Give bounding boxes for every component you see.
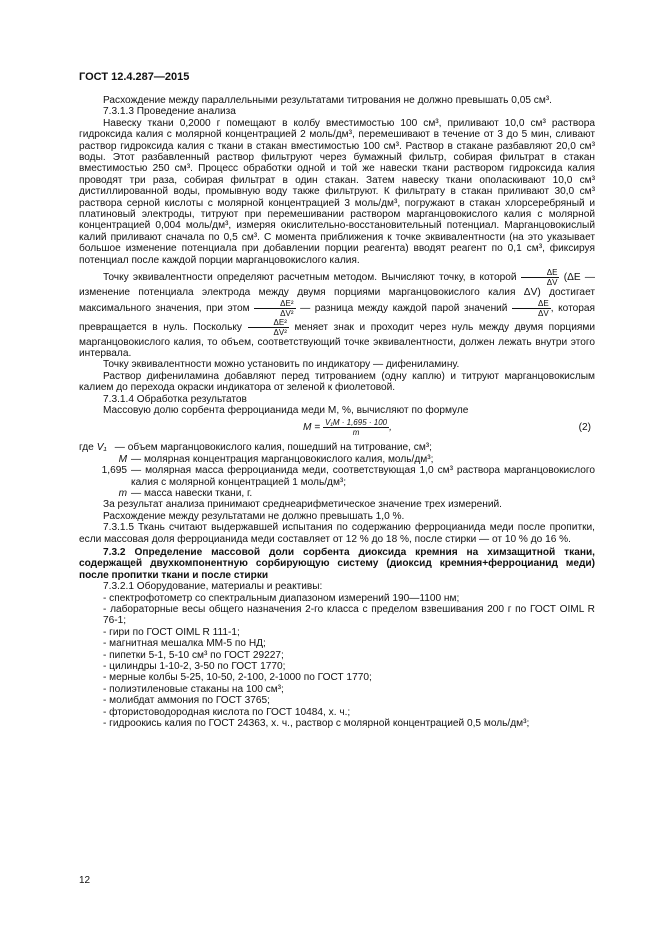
definition-text: — объем марганцовокислого калия, пошедший на титрование, см³; [114, 442, 432, 454]
text-run: , которая превращается в нуль. Поскольку [79, 302, 595, 333]
list-item: - спектрофотометр со спектральным диапазоном измерений 190—1100 нм; [103, 592, 460, 604]
definition-row [79, 465, 595, 488]
list-item: - пипетки 5-1, 5-10 см³ по ГОСТ 29227; [103, 649, 284, 661]
fraction-numerator: ΔE² [248, 318, 289, 328]
definition-text: — молярная концентрация марганцовокислого калия, моль/дм³; [131, 453, 434, 465]
fraction-numerator: ΔE [521, 268, 560, 278]
formula-tail: , [389, 422, 392, 434]
paragraph-equivalence [79, 268, 595, 359]
fraction-denominator: ΔV² [280, 308, 294, 318]
definitions-list [79, 442, 595, 499]
text-run: (ΔE — изменение потенциала электрода между двумя порциями марганцовокислого калия ΔV) достигает максимального значения, при этом [79, 272, 595, 314]
paragraph: 7.3.1.5 Ткань считают выдержавшей испытания по содержанию ферроцианида меди после пропитки, если массовая доля ферроцианида меди составляет от 12 % до 18 %, после стирки — от 10 % до 16 %. [79, 522, 595, 545]
paragraph: Расхождение между результатами не должно превышать 1,0 %. [103, 510, 405, 522]
paragraph: Раствор дифениламина добавляют перед титрованием (одну каплю) и титруют марганцовокислым калием до перехода окраски индикатора от зеленой к фиолетовой. [79, 370, 595, 394]
fraction-dE-dV [512, 299, 551, 318]
list-item: - мерные колбы 5-25, 10-50, 2-100, 2-1000 по ГОСТ 1770; [103, 672, 372, 684]
subsection-heading: 7.3.1.4 Обработка результатов [103, 393, 247, 405]
page-number: 12 [79, 875, 91, 886]
section-heading: 7.3.2 Определение массовой доли сорбента диоксида кремния на химзащитной ткани, содержащей двухкомпонентную сорбирующую систему (диоксид кремния+ферроцианид меди) после пропитки ткани и после стирки [79, 547, 595, 581]
fraction-denominator: ΔV [538, 308, 549, 318]
definition-key: V₁ [96, 442, 107, 454]
list-item: - лабораторные весы общего назначения 2-го класса с пределом взвешивания 200 г по ГОСТ OIML R 76-1; [103, 604, 595, 627]
fraction-dE2-dV2 [248, 318, 289, 337]
where-label: где [79, 442, 94, 454]
fraction-denominator: ΔV [546, 278, 558, 288]
list-item: - цилиндры 1-10-2, 3-50 по ГОСТ 1770; [103, 661, 286, 673]
paragraph: Точку эквивалентности можно установить по индикатору — дифениламину. [103, 359, 460, 371]
definition-key: M [118, 453, 127, 465]
list-item: - фтористоводородная кислота по ГОСТ 10484, х. ч.; [103, 706, 351, 718]
definition-row [79, 442, 595, 453]
definition-key: 1,695 [101, 465, 127, 477]
equipment-list [79, 593, 595, 730]
text-run: меняет знак и проходит через нуль между двумя порциями марганцовокислого калия, то объем, соответствующий точке эквивалентности, должен лежать внутри этого интервала. [79, 321, 595, 359]
list-item: - гири по ГОСТ OIML R 111-1; [103, 626, 240, 638]
formula-denominator: m [352, 428, 360, 438]
definition-text: — молярная масса ферроцианида меди, соответствующая 1,0 см³ раствора марганцовокислого калия с молярной концентрацией 1 моль/дм³; [131, 465, 595, 488]
definition-row [79, 454, 595, 465]
paragraph: Расхождение между параллельными результатами титрования не должно превышать 0,05 см³. [103, 95, 552, 106]
fraction-denominator: ΔV² [273, 327, 287, 337]
formula-numerator: V₁M · 1,695 · 100 [325, 418, 388, 428]
paragraph: Навеску ткани 0,2000 г помещают в колбу вместимостью 100 см³, приливают 10,0 см³ раствора гидроксида калия с молярной концентрацией 2 моль/дм³, перемешивают в течение от 3 до 5 мин, сливают раствор гидроксида калия с ткани в стакан вместимостью 100 см³. Раствор в стакане разбавляют 20,0 см³ воды. Этот разбавленный раствор фильтруют через бумажный фильтр, собирая фильтрат в стакан вместимостью 250 см³. Процесс обработки одной и той же навески ткани раствором гидроксида калия проводят три раза, собирая фильтрат в один стакан. Затем навеску ткани ополаскивают 10,0 см³ дистиллированной воды, промывную воду также фильтруют. К фильтрату в стакан приливают 30,0 см³ раствора серной кислоты с молярной концентрацией 3 моль/дм³, погружают в стакан хлорсеребряный и платиновый электроды, титруют при перемешивании раствором марганцовокислого калия с молярной концентрацией 0,004 моль/дм³, измеряя окислительно-восстановительный потенциал. Марганцовокислый калий приливают сначала по 0,5 см³. С момента приближения к точке эквивалентности (на это указывает большое изменение потенциала при добавлении порции реагента) вводят реагент по 0,1 см³, фиксируя потенциал после каждой порции марганцовокислого калия. [79, 117, 595, 266]
list-item: - магнитная мешалка ММ-5 по НД; [103, 638, 266, 650]
formula-number: (2) [578, 422, 591, 434]
paragraph: За результат анализа принимают среднеарифметическое значение трех измерений. [103, 499, 502, 511]
text-run: Точку эквивалентности определяют расчетным методом. Вычисляют точку, в которой [103, 272, 517, 284]
page-body [79, 95, 595, 730]
formula-2 [79, 416, 595, 442]
text-run: — разница между каждой парой значений [300, 302, 508, 314]
subsection-heading: 7.3.2.1 Оборудование, материалы и реактивы: [103, 581, 323, 593]
fraction-numerator: ΔE² [254, 299, 295, 309]
formula-expression [303, 418, 392, 437]
definition-key: m [118, 487, 127, 499]
list-item: - полиэтиленовые стаканы на 100 см³; [103, 683, 284, 695]
fraction-dE2-dV2 [254, 299, 295, 318]
formula-fraction [323, 418, 389, 437]
fraction-numerator: ΔE [512, 299, 551, 309]
paragraph: Массовую долю сорбента ферроцианида меди M, %, вычисляют по формуле [103, 404, 469, 416]
fraction-dE-dV [521, 268, 560, 287]
list-item: - гидроокись калия по ГОСТ 24363, х. ч., раствор с молярной концентрацией 0,5 моль/дм³; [103, 718, 530, 730]
document-header: ГОСТ 12.4.287—2015 [79, 71, 190, 83]
list-item: - молибдат аммония по ГОСТ 3765; [103, 695, 270, 707]
formula-lhs: M = [303, 422, 321, 434]
definition-text: — масса навески ткани, г. [131, 487, 253, 499]
definition-row [79, 488, 595, 499]
subsection-heading: 7.3.1.3 Проведение анализа [103, 106, 236, 118]
